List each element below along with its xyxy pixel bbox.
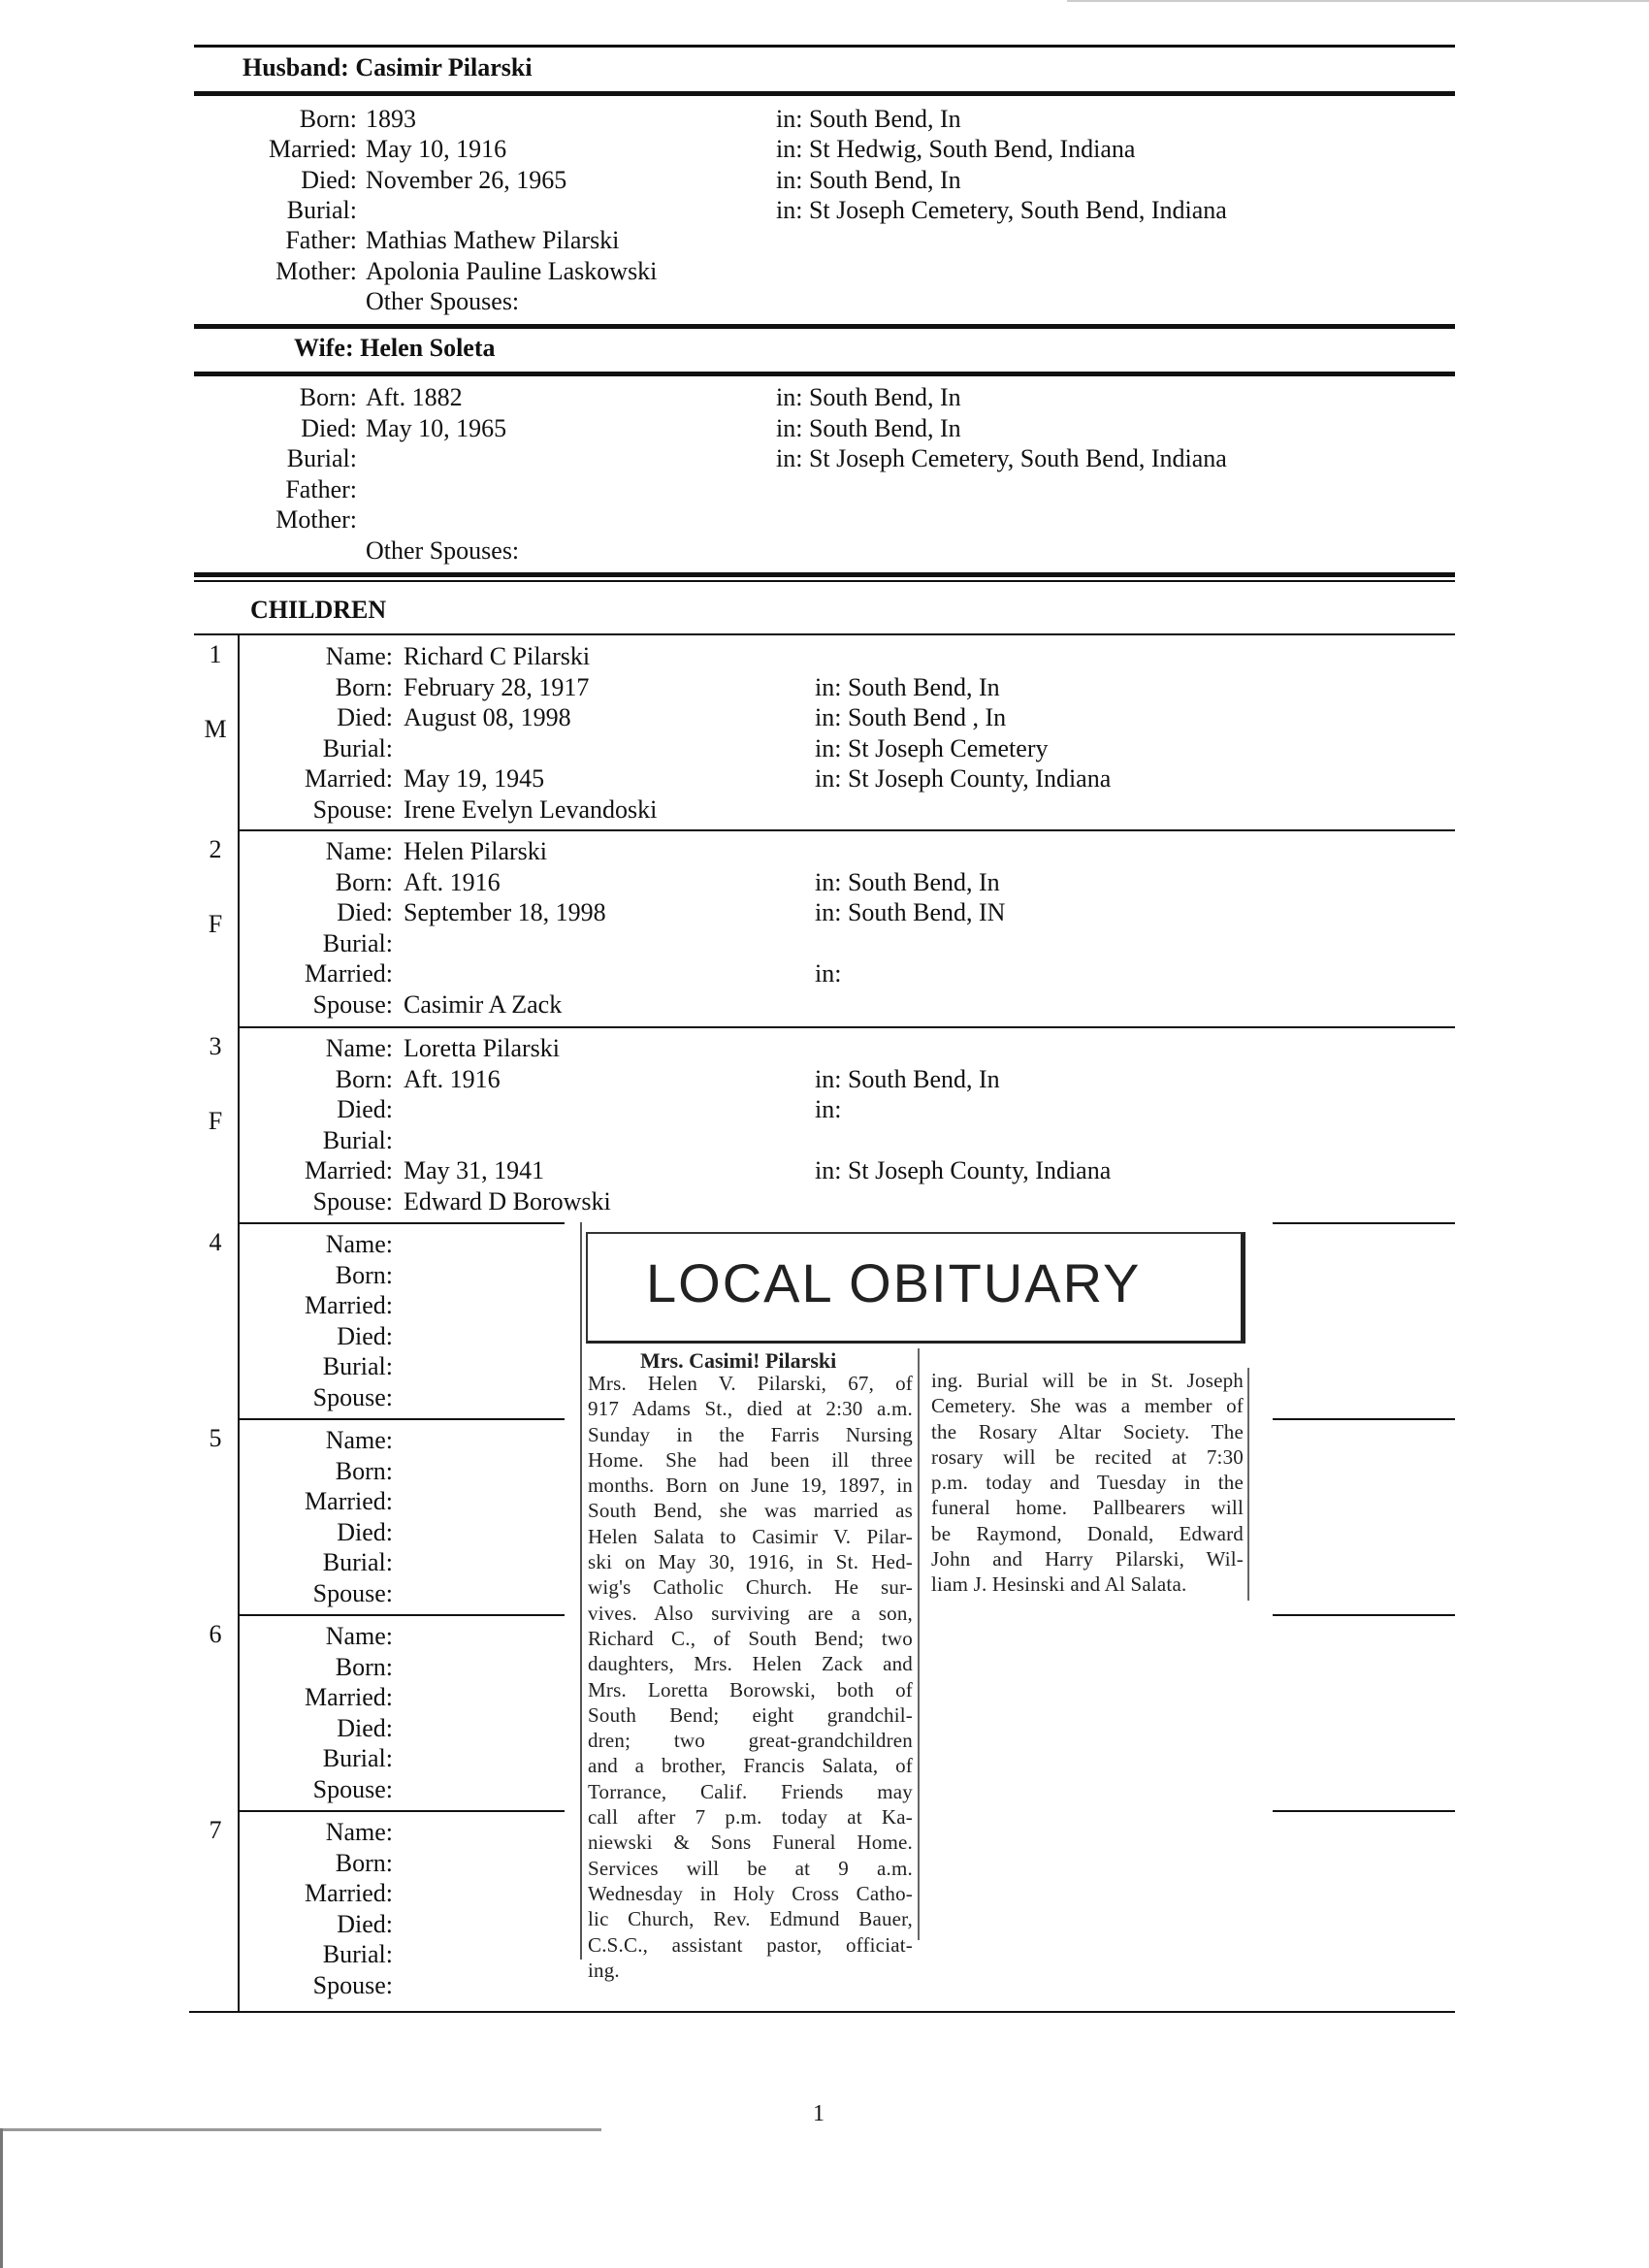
child-1-place-3: in: St Joseph Cemetery [815,733,1049,762]
col1-line: Mrs. Loretta Borowski, both of [588,1677,913,1701]
child-5-label-4: Burial: [322,1548,393,1576]
clipping-col2-border [1247,1368,1249,1601]
child-1-place-1: in: South Bend, In [815,672,1000,701]
child-number-2: 2 [209,835,222,863]
child-1-label-4: Married: [305,764,393,793]
child-2-value-1: Aft. 1916 [404,867,501,896]
child-1-label-1: Born: [335,672,393,701]
child-1-label-0: Name: [325,642,393,670]
col1-line: ski on May 30, 1916, in St. Hed- [588,1550,913,1574]
col1-line: Sunday in the Farris Nursing [588,1422,913,1446]
col1-line: niewski & Sons Funeral Home. [588,1831,913,1855]
child-1-label-2: Died: [337,703,393,731]
children-header: CHILDREN [250,596,387,624]
wife-label-3: Father: [285,474,357,503]
child-number-6: 6 [209,1620,222,1648]
col1-line: and a brother, Francis Salata, of [588,1754,913,1778]
husband-top-rule [194,45,1455,48]
col1-line: Home. She had been ill three [588,1447,913,1472]
child-1-value-5: Irene Evelyn Levandoski [404,794,658,824]
child-1-value-1: February 28, 1917 [404,672,590,701]
scan-left-edge [0,2128,601,2131]
wife-label-0: Born: [299,383,357,411]
husband-place-0: in: South Bend, In [776,105,961,133]
husband-name: Casimir Pilarski [355,53,533,81]
col2-line: funeral home. Pallbearers will [931,1496,1244,1520]
clipping-border [580,1222,582,1960]
child-3-value-0: Loretta Pilarski [404,1034,561,1062]
wife-header [294,334,496,363]
col1-line: Helen Salata to Casimir V. Pilar- [588,1524,913,1548]
col1-line: Wednesday in Holy Cross Catho- [588,1881,913,1905]
child-6-label-5: Spouse: [312,1774,393,1803]
child-2-value-2: September 18, 1998 [404,898,606,926]
obituary-column-1 [588,1371,913,1983]
child-7-label-0: Name: [325,1818,393,1846]
child-2-value-0: Helen Pilarski [404,837,548,865]
child-3-label-3: Burial: [322,1125,393,1154]
wife-value-1: May 10, 1965 [366,413,507,442]
child-3-place-2: in: [815,1095,842,1123]
child-2-place-2: in: South Bend, IN [815,898,1006,926]
col2-line: liam J. Hesinski and Al Salata. [931,1572,1187,1597]
col1-line: ing. [588,1958,620,1982]
clipping-banner-title: LOCAL OBITUARY [646,1252,1142,1313]
child-1-value-0: Richard C Pilarski [404,642,591,670]
obituary-clipping [565,1222,1273,1982]
child-7-label-4: Burial: [322,1940,393,1968]
col2-line: the Rosary Altar Society. The [931,1419,1244,1443]
wife-header-label: Wife: [294,334,354,362]
child-5-label-0: Name: [325,1426,393,1454]
child-number-1: 1 [209,640,222,668]
wife-top-rule [194,324,1455,329]
wife-place-1: in: South Bend, In [776,413,961,442]
husband-label-2: Died: [301,165,357,194]
col2-line: rosary will be recited at 7:30 [931,1444,1244,1469]
husband-label-3: Burial: [286,195,357,224]
child-4-label-4: Burial: [322,1352,393,1380]
col1-line: dren; two great-grandchildren [588,1729,913,1753]
child-7-label-5: Spouse: [312,1970,393,1999]
husband-other-spouses: Other Spouses: [366,287,520,315]
child-number-4: 4 [209,1228,222,1256]
child-7-label-3: Died: [337,1909,393,1938]
col2-line: p.m. today and Tuesday in the [931,1471,1244,1495]
col1-line: wig's Catholic Church. He sur- [588,1575,913,1600]
child-3-value-5: Edward D Borowski [404,1186,611,1215]
husband-header-label: Husband: [242,53,349,81]
child-sex-1: M [204,715,227,743]
child-2-value-5: Casimir A Zack [404,989,563,1019]
col2-line: be Raymond, Donald, Edward [931,1521,1244,1545]
child-1-label-5: Spouse: [312,794,393,824]
obituary-column-2 [931,1368,1244,1598]
children-top-rule-2 [194,580,1455,582]
child-1-value-2: August 08, 1998 [404,703,571,731]
col1-line: C.S.C., assistant pastor, officiat- [588,1932,913,1957]
child-3-place-1: in: South Bend, In [815,1064,1000,1093]
husband-value-2: November 26, 1965 [366,165,567,194]
wife-other-spouses: Other Spouses: [366,536,520,565]
child-3-label-1: Born: [335,1064,393,1093]
child-number-5: 5 [209,1424,222,1452]
child-1-label-3: Burial: [322,733,393,762]
child-2-label-5: Spouse: [312,989,393,1019]
child-number-7: 7 [209,1816,222,1844]
child-1-place-2: in: South Bend , In [815,703,1007,731]
child-5-label-3: Died: [337,1517,393,1546]
col1-line: South Bend; eight grandchil- [588,1702,913,1727]
children-bottom-rule [189,2011,1455,2013]
husband-header [242,53,533,82]
husband-place-3: in: St Joseph Cemetery, South Bend, Indiana [776,195,1227,224]
page-number: 1 [813,2101,824,2126]
wife-place-0: in: South Bend, In [776,383,961,411]
col1-line: Richard C., of South Bend; two [588,1626,913,1650]
wife-header-rule [194,372,1455,376]
col1-line: vives. Also surviving are a son, [588,1601,913,1625]
col2-line: John and Harry Pilarski, Wil- [931,1547,1244,1571]
col1-line: call after 7 p.m. today at Ka- [588,1805,913,1830]
child-3-value-1: Aft. 1916 [404,1064,501,1093]
col2-line: Cemetery. She was a member of [931,1394,1244,1418]
husband-value-1: May 10, 1916 [366,135,507,164]
husband-label-4: Father: [285,226,357,255]
col1-line: Services will be at 9 a.m. [588,1856,913,1880]
col2-line: ing. Burial will be in St. Joseph [931,1369,1244,1392]
child-1-place-4: in: St Joseph County, Indiana [815,764,1112,793]
husband-value-5: Apolonia Pauline Laskowski [366,256,658,285]
children-header-rule [194,633,1455,635]
child-2-label-3: Burial: [322,928,393,957]
child-4-label-2: Married: [305,1291,393,1319]
child-4-label-1: Born: [335,1260,393,1289]
child-sex-2: F [208,910,223,938]
wife-label-4: Mother: [275,505,357,534]
wife-place-2: in: St Joseph Cemetery, South Bend, Indiana [776,444,1227,472]
child-3-label-5: Spouse: [312,1186,393,1215]
husband-label-1: Married: [269,135,357,164]
child-4-label-5: Spouse: [312,1382,393,1411]
child-sex-3: F [208,1107,223,1135]
child-3-label-2: Died: [337,1095,393,1123]
child-5-label-1: Born: [335,1456,393,1485]
child-4-label-3: Died: [337,1321,393,1350]
husband-value-4: Mathias Mathew Pilarski [366,226,620,255]
child-5-label-2: Married: [305,1487,393,1515]
child-7-label-1: Born: [335,1848,393,1877]
wife-value-0: Aft. 1882 [366,383,463,411]
child-1-bottom-rule [238,829,1455,831]
clipping-column-divider [918,1348,920,1940]
child-2-label-4: Married: [305,959,393,988]
col1-line: months. Born on June 19, 1897, in [588,1474,913,1498]
husband-header-rule [194,91,1455,96]
child-4-label-0: Name: [325,1230,393,1258]
child-2-place-1: in: South Bend, In [815,867,1000,896]
child-3-label-0: Name: [325,1034,393,1062]
clipping-banner-box [586,1232,1245,1344]
husband-place-1: in: St Hedwig, South Bend, Indiana [776,135,1136,164]
child-2-place-4: in: [815,959,842,988]
child-number-3: 3 [209,1032,222,1060]
wife-label-1: Died: [301,413,357,442]
child-2-label-1: Born: [335,867,393,896]
child-1-value-4: May 19, 1945 [404,764,545,793]
scan-left-edge-vertical [0,2128,3,2268]
husband-label-5: Mother: [275,256,357,285]
husband-value-0: 1893 [366,105,416,133]
husband-place-2: in: South Bend, In [776,165,961,194]
child-3-label-4: Married: [305,1156,393,1184]
col1-line: 917 Adams St., died at 2:30 a.m. [588,1397,913,1421]
col1-line: daughters, Mrs. Helen Zack and [588,1652,913,1676]
husband-label-0: Born: [299,105,357,133]
scan-top-edge [1067,0,1649,2]
child-2-label-0: Name: [325,837,393,865]
wife-label-2: Burial: [286,444,357,472]
child-2-bottom-rule [238,1026,1455,1028]
child-2-label-2: Died: [337,898,393,926]
child-6-label-3: Died: [337,1713,393,1742]
child-3-place-4: in: St Joseph County, Indiana [815,1156,1112,1184]
col1-line: South Bend, she was married as [588,1499,913,1523]
child-6-label-2: Married: [305,1683,393,1711]
col1-line: Torrance, Calif. Friends may [588,1779,913,1803]
child-5-label-5: Spouse: [312,1578,393,1607]
wife-name: Helen Soleta [360,334,496,362]
child-3-value-4: May 31, 1941 [404,1156,545,1184]
children-top-rule [194,572,1455,577]
child-6-label-1: Born: [335,1652,393,1681]
col1-line: Mrs. Helen V. Pilarski, 67, of [588,1372,913,1395]
child-6-label-4: Burial: [322,1744,393,1772]
clipping-heading: Mrs. Casimi! Pilarski [640,1348,837,1373]
col1-line: lic Church, Rev. Edmund Bauer, [588,1907,913,1931]
child-6-label-0: Name: [325,1622,393,1650]
child-7-label-2: Married: [305,1879,393,1907]
